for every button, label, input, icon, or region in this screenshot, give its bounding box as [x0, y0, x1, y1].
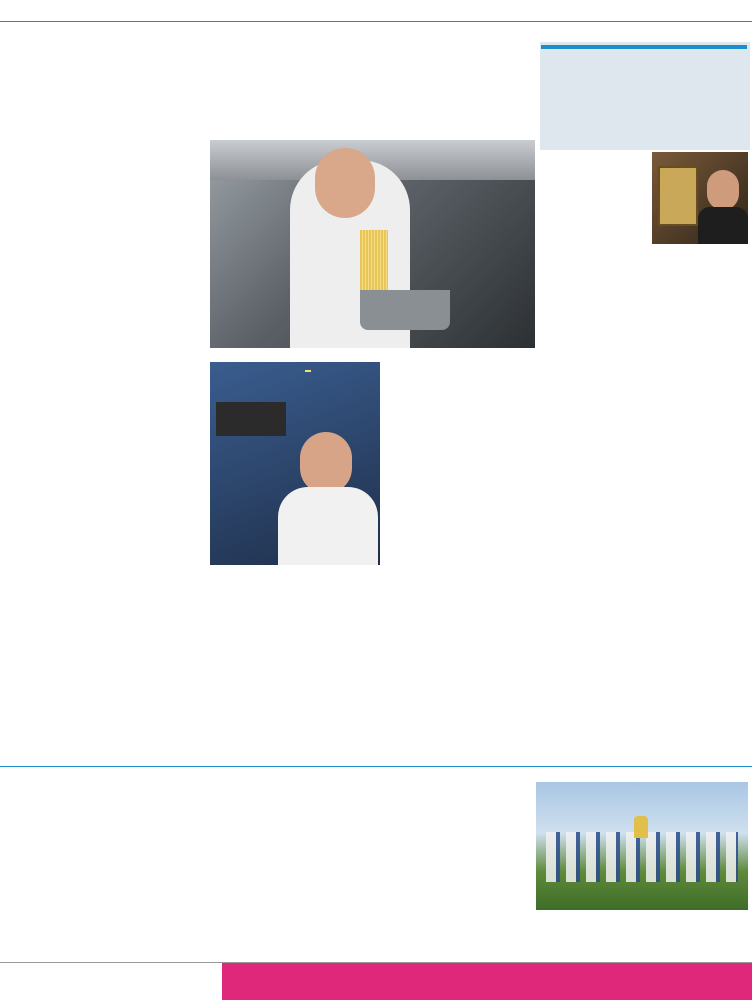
- article1-col1: [4, 219, 100, 759]
- serato-body: [278, 487, 378, 565]
- soave-head: [707, 170, 739, 210]
- article2-col1: [4, 808, 104, 960]
- cnn-heroes-url: [216, 408, 286, 410]
- article1-col3: [210, 578, 290, 760]
- sidebar-photo: [652, 152, 748, 244]
- article1-col2: [106, 219, 202, 759]
- trophy: [634, 816, 648, 838]
- chef-head: [315, 148, 375, 218]
- article2-col3: [216, 808, 316, 960]
- sidebar-colB: [652, 260, 748, 764]
- chef-kitchen-photo: [210, 140, 535, 348]
- serato-photo: [210, 362, 380, 565]
- article2-col2: [110, 808, 210, 960]
- article2-top-rule: [0, 766, 752, 767]
- fidas-team-photo: [536, 782, 748, 910]
- team-row: [546, 832, 738, 882]
- sidebar-tag: [541, 45, 747, 49]
- article2-col4: [322, 808, 422, 960]
- plaque: [658, 166, 698, 226]
- pasta-bundle: [360, 230, 388, 290]
- ad-panel: [0, 963, 752, 1000]
- article1-col4: [296, 578, 380, 760]
- article1-col5: [386, 362, 534, 760]
- sidebar-colA: [546, 152, 646, 764]
- sidebar-box: [540, 42, 750, 150]
- photo2-sign: [305, 370, 311, 372]
- serato-head: [300, 432, 352, 494]
- pot: [360, 290, 450, 330]
- cnn-banner: [216, 402, 286, 436]
- soave-body: [698, 207, 748, 244]
- article2-col5: [428, 782, 528, 958]
- page-header: [0, 0, 752, 22]
